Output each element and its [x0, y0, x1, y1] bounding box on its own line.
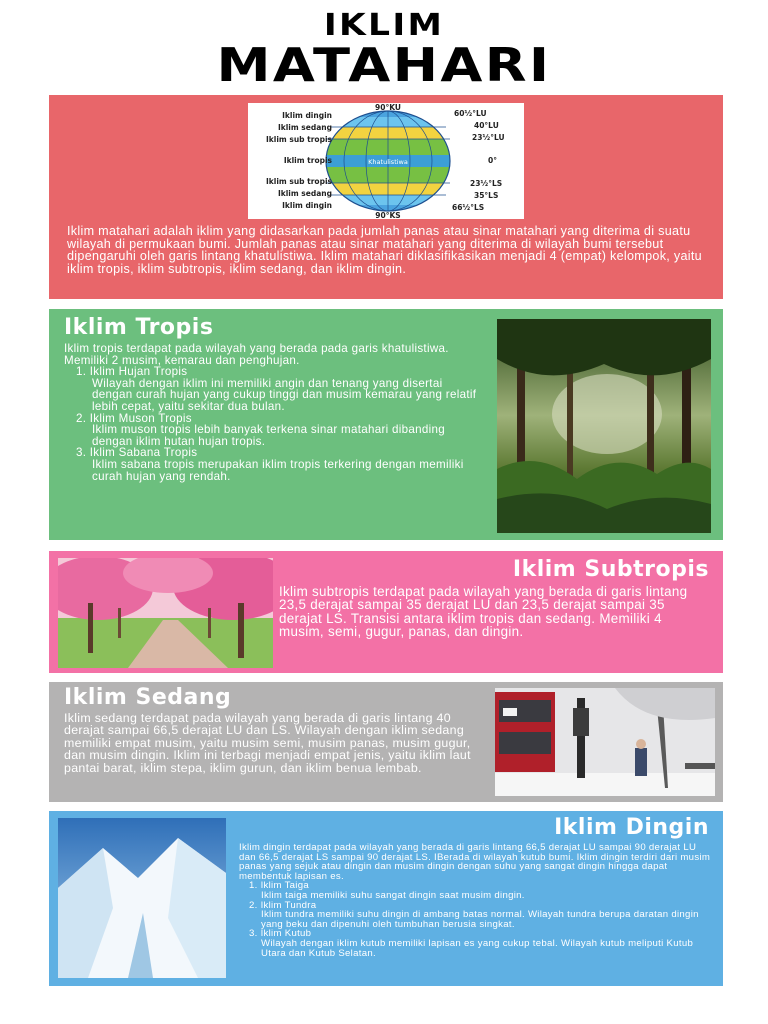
- latitude-label-right: 23½°LS: [470, 179, 503, 188]
- dingin-heading: Iklim Dingin: [554, 815, 709, 840]
- title-line-1: IKLIM: [323, 8, 445, 43]
- tropis-item-desc: Iklim muson tropis lebih banyak terkena sinar matahari dibanding dengan iklim hutan hujan tropis.: [92, 423, 446, 448]
- tropis-item-title: 2. Iklim Muson Tropis: [76, 411, 192, 425]
- zone-label-left: Iklim tropis: [283, 156, 332, 165]
- tropis-intro: Iklim tropis terdapat pada wilayah yang berada pada garis khatulistiwa. Memiliki 2 musim, kemarau dan penghujan.: [64, 342, 449, 367]
- subtropis-text: Iklim subtropis terdapat pada wilayah yang berada di garis lintang 23,5 derajat sampai 35 derajat LU dan 23,5 derajat sampai 35 derajat LS. Transisi antara iklim tropis dan sedang. Memiliki 4 musim, semi, gugur, panas, dan dingin.: [279, 584, 688, 640]
- tropis-item-title: 1. Iklim Hujan Tropis: [76, 365, 188, 379]
- latitude-globe-diagram: [248, 103, 524, 219]
- zone-label-left: Iklim sedang: [277, 123, 332, 132]
- subtropis-panel: [49, 551, 723, 673]
- subtropis-heading: Iklim Subtropis: [512, 557, 709, 582]
- dingin-intro: Iklim dingin terdapat pada wilayah yang berada di garis lintang 66,5 derajat LU sampai 90 derajat LU dan 66,5 derajat LS sampai 90 derajat LS. IBerada di wilayah kutub bumi. Iklim dingin terdiri dari musim panas yang sejuk atau dingin dan musim dingin dengan suhu yang sangat dingin hingga dapat membentuk lapisan es.: [239, 842, 711, 882]
- zone-label-left: Iklim sedang: [277, 189, 332, 198]
- zone-label-left: Iklim dingin: [282, 201, 332, 210]
- glacier-photo: [58, 818, 226, 978]
- dingin-item-desc: Iklim tundra memiliki suhu dingin di ambang batas normal. Wilayah tundra berupa daratan dingin yang beku dan dipenuhi oleh tumbuhan berusia singkat.: [261, 909, 699, 930]
- zone-label-left: Iklim dingin: [282, 111, 332, 120]
- sedang-heading: Iklim Sedang: [64, 685, 232, 710]
- equator-label: Khatulistiwa: [368, 158, 408, 166]
- intro-text: Iklim matahari adalah iklim yang didasarkan pada jumlah panas atau sinar matahari yang diterima di suatu wilayah di permukaan bumi. Jumlah panas atau sinar matahari yang diterima di wilayah bumi tersebut dipengaruhi oleh garis lintang khatulistiwa. Iklim matahari diklasifikasikan menjadi 4 (empat) kelompok, yaitu iklim tropis, iklim subtropis, iklim sedang, dan iklim dingin.: [67, 224, 702, 276]
- latitude-label-right: 40°LU: [474, 121, 499, 130]
- intro-panel: [49, 95, 723, 299]
- latitude-label-right: 23½°LU: [472, 133, 505, 142]
- tropis-item-desc: Iklim sabana tropis merupakan iklim tropis terkering dengan memiliki curah hujan yang rendah.: [92, 457, 464, 483]
- snowy-street-photo: [495, 688, 715, 796]
- tropis-heading: Iklim Tropis: [64, 315, 214, 340]
- tropis-item-title: 3. Iklim Sabana Tropis: [76, 446, 198, 460]
- zone-label-left: Iklim sub tropis: [266, 135, 332, 144]
- dingin-text: [239, 843, 711, 958]
- title-line-2: MATAHARI: [216, 38, 552, 92]
- latitude-label-right: 60½°LU: [454, 109, 487, 118]
- dingin-item-title: 2. Iklim Tundra: [249, 899, 317, 911]
- south-pole-label: 90°KS: [375, 211, 401, 219]
- tropis-panel: [49, 309, 723, 540]
- zone-label-left: Iklim sub tropis: [266, 177, 332, 186]
- dingin-panel: [49, 811, 723, 986]
- tropical-forest-photo: [497, 319, 711, 533]
- dingin-item-title: 1. Iklim Taiga: [249, 880, 310, 892]
- tropis-item-desc: Wilayah dengan iklim ini memiliki angin dan tenang yang disertai dengan curah hujan yang cukup tinggi dan musim kemarau yang relatif lebih cepat, yaitu sekitar dua bulan.: [92, 376, 477, 413]
- dingin-item-desc: Wilayah dengan iklim kutub memiliki lapisan es yang cukup tebal. Wilayah kutub meliputi Kutub Utara dan Kutub Selatan.: [261, 937, 694, 959]
- latitude-label-right: 66½°LS: [452, 203, 485, 212]
- sedang-panel: [49, 682, 723, 802]
- north-pole-label: 90°KU: [375, 103, 401, 112]
- dingin-item-title: 3. Iklim Kutub: [249, 928, 312, 940]
- dingin-item-desc: Iklim taiga memiliki suhu sangat dingin saat musim dingin.: [261, 889, 525, 901]
- tropis-text: [64, 343, 480, 482]
- cherry-blossom-photo: [58, 558, 273, 668]
- latitude-label-right: 0°: [488, 156, 497, 165]
- latitude-label-right: 35°LS: [474, 191, 499, 200]
- sedang-text: Iklim sedang terdapat pada wilayah yang berada di garis lintang 40 derajat sampai 66,5 derajat LU dan LS. Wilayah dengan iklim sedang memiliki empat musim, yaitu musim semi, musim panas, musim gugur, dan musim dingin. Iklim ini terbagi menjadi empat jenis, yaitu iklim laut pantai barat, iklim stepa, iklim gurun, dan iklim benua lembab.: [64, 711, 471, 775]
